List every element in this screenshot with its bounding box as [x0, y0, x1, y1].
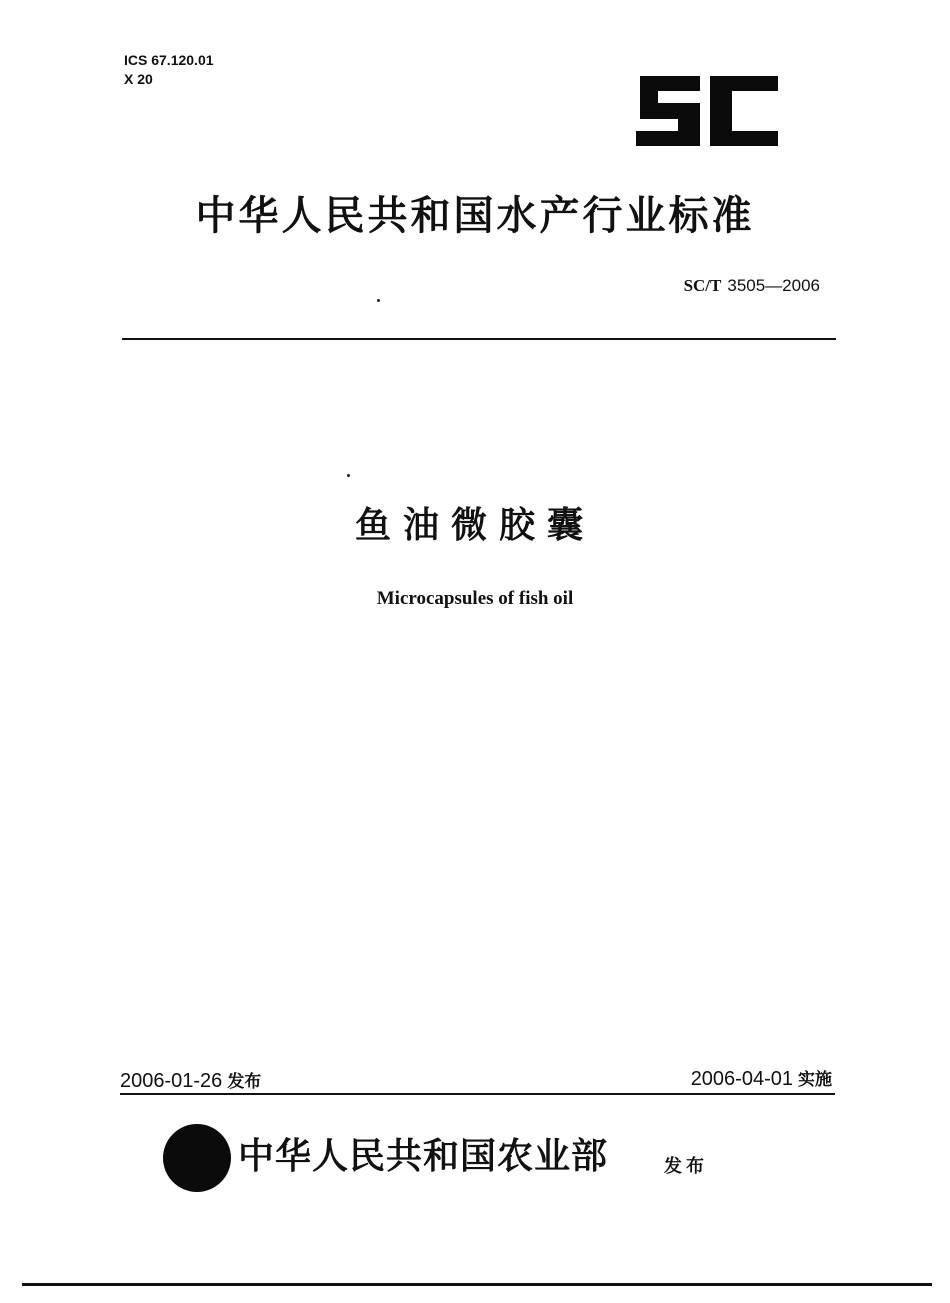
standard-prefix: SC/T	[683, 276, 722, 295]
classification-code: X 20	[124, 71, 153, 87]
publisher-name: 中华人民共和国农业部	[238, 1135, 609, 1177]
standard-number	[684, 276, 820, 296]
implementation-date-label: 实施	[798, 1070, 832, 1090]
standard-category-title: 中华人民共和国水产行业标准	[195, 193, 755, 239]
scan-speck	[377, 299, 380, 302]
sc-logo	[636, 76, 778, 146]
sc-logo-letter-s	[636, 76, 700, 146]
ics-code: ICS 67.120.01	[124, 52, 214, 68]
implementation-date-value: 2006-04-01	[690, 1068, 793, 1090]
issue-date	[120, 1067, 261, 1093]
footer-divider	[22, 1283, 932, 1286]
document-subtitle: Microcapsules of fish oil	[376, 588, 574, 609]
document-title: 鱼油微胶囊	[354, 505, 595, 546]
implementation-date	[691, 1065, 832, 1091]
scan-speck	[347, 474, 350, 477]
standard-number-value: 3505—2006	[727, 276, 820, 295]
sc-logo-letter-c	[710, 76, 778, 146]
publisher-issue-label: 发布	[664, 1156, 708, 1177]
issue-date-value: 2006-01-26	[120, 1070, 223, 1092]
issue-date-label: 发布	[227, 1072, 262, 1092]
publisher-emblem	[163, 1124, 231, 1192]
dates-divider	[120, 1093, 835, 1095]
header-divider	[122, 338, 836, 340]
